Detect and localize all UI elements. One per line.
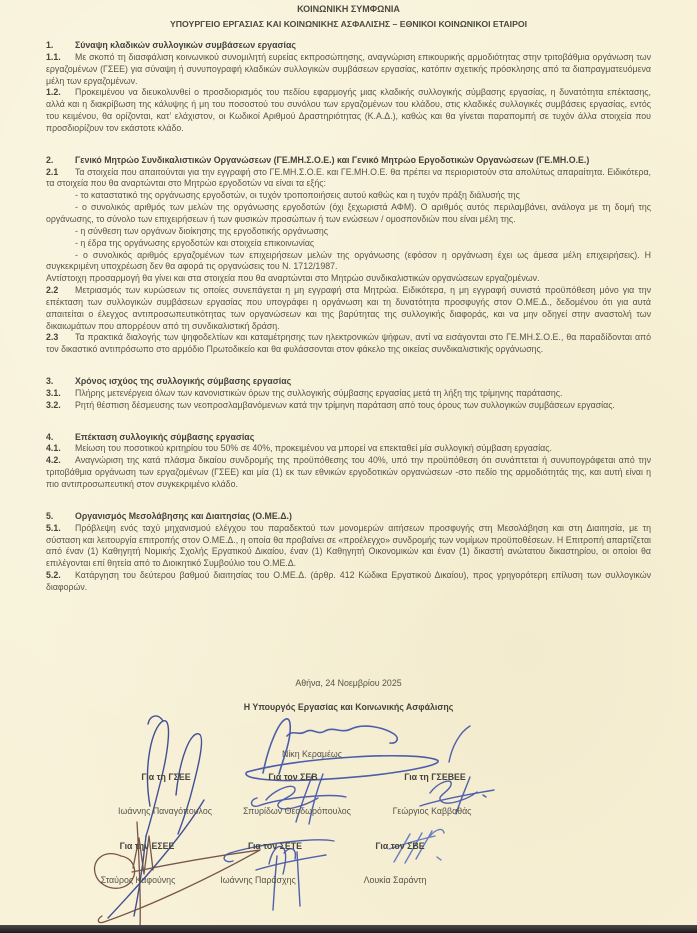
numbered-paragraph: 4.1. Μείωση του ποσοτικού κριτηρίου του 50% σε 40%, προκειμένου να μπορεί να επεκταθεί μία συλλογική σύμβαση εργασίας. [46,443,552,454]
numbered-paragraph: 3.2. Ρητή θέσπιση δέσμευσης των νεοπροσλαμβανόμενων κατά την τρίμηνη παράταση από τους όρους των συλλογικών συμβάσεων εργασίας. [46,399,615,410]
signatory-name-sbe: Λουκία Σαράντη [363,875,427,885]
signature-for-sev: Για τον ΣΕΒ [268,772,318,782]
list-item: - το καταστατικό της οργάνωσης εργοδοτών, οι τυχόν τροποποιήσεις αυτού καθώς και η τυχόν πράξη διάλυσής της [75,190,520,201]
signatory-name-sev: Σπυρίδων Θεοδωρόπουλος [243,806,351,816]
list-item: - ο συνολικός αριθμός των μελών της οργάνωσης εργοδοτών (όχι ξεχωριστά ΑΦΜ). Ο αριθμός αυτός περιλαμβάνει, ανάλογα με τη δομή της οργάνωσης, το σύνολο των επιχειρήσεων ή των φυσικών προσώπων ή των ενώσεων / ομοσπονδιών που είναι μέλη της. [46,202,651,224]
signature-for-esee: Για την ΕΣΕΕ [119,841,175,851]
numbered-paragraph: 1.2. Προκειμένου να διευκολυνθεί ο προσδιορισμός του πεδίου εφαρμογής μιας κλαδικής συλλογικής σύμβασης εργασίας, η δυνατότητα επέκτασης, αλλά και η διακρίβωση της κάλυψης ή μη του ποσοστού του συνόλου των εργαζομένων του κλάδου, στις κλαδικές συλλογικές συμβάσεις εργασίας, εντός του κειμένου, θα ορίζονται, κατ’ ελάχιστον, οι Κωδικοί Αριθμού Δραστηριότητας (Κ.Α.Δ.), καθώς και θα γίνεται παραπομπή σε τυχόν άλλα στοιχεία που προσδιορίζουν τον εκάστοτε κλάδο. [46,87,651,133]
paragraph-number: 3.2. [46,399,61,410]
paragraph-number: 2.1 [46,166,59,177]
signature-ink-gsee [108,716,204,918]
list-item: - η έδρα της οργάνωσης εργοδοτών και στοιχεία επικοινωνίας [75,237,315,248]
signature-for-gsee: Για τη ΓΣΕΕ [141,772,191,782]
signatory-name-esee: Σταύρος Καφούνης [100,875,176,885]
signature-ink-gsevee [420,726,494,814]
paragraph-number: 5.2. [46,570,61,581]
numbered-paragraph: 5.2. Κατάργηση του δεύτερου βαθμού διαιτησίας του Ο.ΜΕ.Δ. (άρθρ. 412 Κώδικα Εργατικού Δικαίου), προς γρηγορότερη επίλυση των συλλογικών διαφορών. [46,570,651,592]
date-line: Αθήνα, 24 Νοεμβρίου 2025 [295,678,402,688]
minister-name: Νίκη Κεραμέως [281,749,343,759]
section-heading: 2. Γενικό Μητρώο Συνδικαλιστικών Οργανώσεων (ΓΕ.ΜΗ.Σ.Ο.Ε.) και Γενικό Μητρώο Εργοδοτικών Οργανώσεων (ΓΕ.ΜΗ.Ο.Ε.) [46,154,590,165]
section-number: 1. [46,40,54,50]
paragraph-number: 1.1. [46,51,61,62]
numbered-paragraph: 3.1. Πλήρης μετενέργεια όλων των κανονιστικών όρων της συλλογικής σύμβασης εργασίας μετά τη λήξη της τρίμηνης παράτασης. [46,387,563,398]
section-number: 2. [46,154,54,165]
paragraph-number: 1.2. [46,87,61,98]
signature-for-gsevee: Για τη ΓΣΕΒΕΕ [404,772,466,782]
numbered-paragraph: 2.3 Τα πρακτικά διαλογής των ψηφοδελτίων και καταμέτρησης των ηλεκτρονικών ψήφων, αντί να εισάγονται στο ΓΕ.ΜΗ.Σ.Ο.Ε., θα παραδίδονται από τον δικαστικό αντιπρόσωπο στο αρμόδιο Πρωτοδικείο και θα φυλάσσονται στον φάκελο της οικείας συνδικαλιστικής οργάνωσης. [46,332,651,355]
signatory-name-gsee: Ιωάννης Παναγόπουλος [118,806,212,816]
numbered-paragraph: 5.1. Πρόβλεψη ενός ταχύ μηχανισμού ελέγχου του παραδεκτού των μονομερών αιτήσεων προσφυγής στη Μεσολάβηση και στη Διαιτησία, με τη σύσταση και λειτουργία επιτροπής στον Ο.ΜΕ.Δ., η οποία θα προβαίνει σε «προέλεγχο» συνδρομής των νομίμων προϋποθέσεων. Η Επιτροπή απαρτίζεται από έναν (1) Καθηγητή Νομικής Σχολής Εργατικού Δικαίου, έναν (1) Καθηγητή Οικονομικών και έναν (1) δικαστή ανώτατου δικαστηρίου, οι οποίοι θα επιλέγονται επί θητεία από το Διοικητικό Συμβούλιο του Ο.ΜΕ.Δ. [46,522,651,569]
signature-for-sbe: Για τον ΣΒΕ [375,841,425,851]
section-heading: 4. Επέκταση συλλογικής σύμβασης εργασίας [46,431,255,442]
scan-bottom-edge [0,925,697,933]
paragraph-number: 2.3 [46,332,59,343]
signature-for-sete: Για τον ΣΕΤΕ [247,841,303,851]
paragraph-number: 2.2 [46,285,59,296]
signatory-name-sete: Ιωάννης Παράσχης [220,875,296,885]
paragraph: Αντίστοιχη προσαρμογή θα γίνει και στα στοιχεία που θα αναρτώνται στο Μητρώο συνδικαλιστικών οργανώσεων εργαζομένων. [46,273,540,284]
paragraph-number: 5.1. [46,522,61,533]
section-number: 4. [46,431,54,442]
paragraph-number: 4.2. [46,455,61,466]
document-body [46,40,651,594]
numbered-paragraph: 2.2 Μετριασμός των κυρώσεων τις οποίες συνεπάγεται η μη εγγραφή στα Μητρώα. Ειδικότερα, η μη εγγραφή συνιστά προϋπόθεση μόνο για την επέκταση των συλλογικών συμβάσεων εργασίας που υπογράφει η οργάνωση και τη δυνατότητα προσφυγής στον Ο.ΜΕ.Δ., δεδομένου ότι για αυτά απαιτείται ο έλεγχος αντιπροσωπευτικότητας των οργανώσεων και της βαρύτητας της συλλογικής διαφοράς, και να μην οδηγεί στην αναστολή των δικαιωμάτων που απορρέουν από τη συνδικαλιστική δράση. [46,285,651,331]
section-heading: 5. Οργανισμός Μεσολάβησης και Διαιτησίας (Ο.ΜΕ.Δ.) [46,510,292,521]
section-heading: 3. Χρόνος ισχύος της συλλογικής σύμβασης εργασίας [46,376,292,387]
section-number: 5. [46,510,54,521]
paragraph-number: 4.1. [46,443,61,454]
signatory-name-gsevee: Γεώργιος Καββαθάς [392,806,472,816]
list-item: - ο συνολικός αριθμός εργαζομένων των επιχειρήσεων μελών της οργάνωσης (εφόσον η οργάνωση έχει ως άμεσα μέλη επιχειρήσεις). Η συγκεκριμένη υποχρέωση δεν θα αφορά τις οργανώσεις του Ν. 1712/1987. [46,249,651,272]
numbered-paragraph: 1.1. Με σκοπό τη διασφάλιση κοινωνικού συνομιλητή ευρείας εκπροσώπησης, αναγνώριση επικουρικής αρμοδιότητας στην τριτοβάθμια οργάνωση των εργαζομένων (ΓΣΕΕ) για σύναψη ή συνυπογραφή κλαδικών συλλογικών συμβάσεων εργασίας, κατόπιν σχετικής πρόσκλησης από τα διαπραγματευόμενα μέλη των εργαζομένων. [46,51,651,86]
numbered-paragraph: 2.1 Τα στοιχεία που απαιτούνται για την εγγραφή στο ΓΕ.ΜΗ.Σ.Ο.Ε. και ΓΕ.ΜΗ.Ο.Ε. θα πρέπει να περιοριστούν στα απολύτως απαραίτητα. Ειδικότερα, τα στοιχεία που θα αναρτώνται στο Μητρώο εργοδοτών να είναι τα εξής: [46,166,651,189]
document-title: ΚΟΙΝΩΝΙΚΗ ΣΥΜΦΩΝΙΑ [297,4,400,14]
section-number: 3. [46,376,54,387]
document-subtitle: ΥΠΟΥΡΓΕΙΟ ΕΡΓΑΣΙΑΣ ΚΑΙ ΚΟΙΝΩΝΙΚΗΣ ΑΣΦΑΛΙΣΗΣ – ΕΘΝΙΚΟΙ ΚΟΙΝΩΝΙΚΟΙ ΕΤΑΙΡΟΙ [169,19,528,29]
section-heading: 1. Σύναψη κλαδικών συλλογικών συμβάσεων εργασίας [46,40,296,50]
minister-title: Η Υπουργός Εργασίας και Κοινωνικής Ασφάλισης [243,702,454,712]
paragraph-number: 3.1. [46,387,61,398]
numbered-paragraph: 4.2. Αναγνώριση της κατά πλάσμα δικαίου συνδρομής της προϋπόθεσης του 40%, υπό την προϋπόθεση ότι συνάπτεται ή συνυπογράφεται από την τριτοβάθμια οργάνωση των εργαζομένων (ΓΣΕΕ) και μία (1) εκ των εθνικών εργοδοτικών οργανώσεων -στο πεδίο της αρμοδιότητάς της, και αυτή είναι η πιο αντιπροσωπευτική στον συγκεκριμένο κλάδο. [46,455,651,489]
list-item: - η σύνθεση των οργάνων διοίκησης της εργοδοτικής οργάνωσης [75,225,329,236]
